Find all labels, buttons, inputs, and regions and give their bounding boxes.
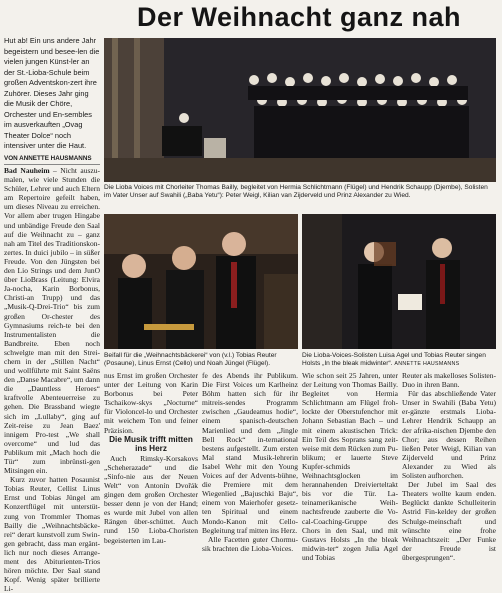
subhead: Die Musik trifft mitten ins Herz [109, 434, 193, 454]
col3-paragraph-1: fe des Abends ihr Publikum. Die First Voices um Karlheinz Böhm hatten sich für ihr mitreis-sendes Programm zwischen „Gaudeamus hodie“, einem spanisch-deutschen Marienlied und dem „Jingle Bell Rock“ in-ternational bestens aufgestellt. Zum ersten Mal stand Musik-lehrerin Isabel Wehr mit den Young Voices auf der Advents-bühne, die Premiere mit dem Wiegenlied „Bajuschki Baju“, einem von Maierhofer gesetz-ten Spiritual und einem Mondo-Kanon mit Cello-Begleitung traf mitten ins Herz. [202, 371, 298, 535]
soloists-photo-illustration [302, 214, 496, 349]
col2-paragraph-2: Auch Rimsky-Korsakovs „Scheherazade“ und die „Sinfo-nie aus der Neuen Welt“ von Antonín Dvořák gingen dem großen Orchester besser denn je von der Hand; es wurde mit Jubel von allen Rängen über-schüttet. Auch rund 150 Lioba-Choristen begeisterten im Lau- [104, 453, 198, 545]
headline: Der Weihnacht ganz nah [136, 2, 462, 32]
soloists-caption-text: Die Lioba-Voices-Solisten Luisa Agel und Tobias Reuter singen Holsts „In the bleak midwinter“. [302, 352, 486, 368]
intro-text: Hut ab! Ein uns andere Jahr begeistern und besee-len die vielen jungen Künst-ler an der St.-Lioba-Schule beim großen Adventskon-zert ihre Zuhörer. Dieses Jahr ging die Musik der Chöre, Orchester und En-sembles im ausverkauften „Ovag Theater Dolce“ noch intensiver unter die Haut. [4, 36, 100, 150]
col3-paragraph-2: Alle Facetten guter Chormu-sik brachten die Lioba-Voices. [202, 534, 298, 553]
soloists-photo [302, 214, 496, 349]
byline: VON ANNETTE HAUSMANNS [4, 155, 100, 165]
soloists-photo-caption [302, 352, 496, 369]
choir-photo [104, 38, 496, 182]
col2-paragraph-1: nus Ernst im großen Orchester unter der Leitung von Karin Borbonus bei Peter Tschaikow-skys „Nocturne“ für Violoncel-lo und Orchester mit weichem Ton und feiner Präzision. [104, 371, 198, 435]
trio-photo [104, 214, 298, 349]
article-column-1 [4, 166, 100, 593]
col1-paragraph-2: Kurz zuvor hatten Posaunist Tobias Reuter, Cellist Linus Ernst und Tobias Jüngel am Konzertflügel mit unterstüt-zung von Trommler Thomas Bailly die „Weihnachtsbäcke-rei“ derart kunstvoll zum Swin-gen gebracht, dass man ergänt-lich nur noch dieses Arrange-ment des Abiturienten-Trios hören möchte. Der Saal stand Kopf. Wenig später brillierte Li- [4, 475, 100, 593]
col5-paragraph-3: Der Jubel im Saal des Theaters wollte kaum enden. Beglückt dankte Schulleiterin Astrid Fin-keldey der großen Schulge-meinschaft und wünschte eine frohe Weihnachtszeit: „Der Funke der Freude ist übergesprungen“. [402, 480, 496, 562]
article-column-4 [302, 371, 398, 562]
choir-photo-illustration [104, 38, 496, 182]
article-column-2 [104, 371, 198, 545]
top-photo-caption: Die Lioba Voices mit Chorleiter Thomas Bailly, begleitet von Hermia Schlichtmann (Flügel) und Hendrik Schaupp (Djembe), Solisten im Vater Unser auf Swahili („Baba Yetu“): Peter Weigl, Kilian van Zijderveld und Prinz Alexander zu Wied. [104, 184, 488, 200]
col4-paragraph-1: Wie schon seit 25 Jahren, unter der Leitung von Thomas Bailly. Begleitet von Hermia Schlichtmann am Flügel froh-lockte der Oberstufenchor mit Johann Sebastian Bach – und mit einem akustischen Trick: Ein Teil des Soprans sang zeit-weise mit dem Rücken zum Pu-blikum; er lauerte Steve Kupfer-schmids Weihnachtsglocken im herannahenden Dreivierteltakt bis vor die Tür. La-teinamerikanische Weih-nachtsfreude zauberte die Vo-cal-Coaching-Gruppe des Chors in den Saal, und mit Gustavs Holsts „In the bleak midwin-ter“ zogen Julia Agel und Tobias [302, 371, 398, 562]
article-column-3 [202, 371, 298, 553]
col1-paragraph-1: – Nicht auszu-malen, wie viele Stunden die Schüler, Lehrer und auch Eltern am Repertoire gefeilt haben, um dieses Niveau zu erreichen. Vor allem aber trugen Hingabe und unbändige Freude den Saal auf die Weihnacht zu – ganz nah am Titel des Traditionskon-zertes. In duici jubilo – in süßer Freude. Von den Jüngsten bei den Lio Strings und dem JunO über LioBrass (Leitung: Elvira Ja-nocha, Karin Borbonus, Christi-an Trupp) und das „Musik-Q-Drei-Trio“ bis zum großen Or-chester des Gymnasiums reich-te bei den Instrumentalisten die Bandbreite. Eben noch schwelgte man mit den Strei-chern in der „Stillen Nacht“ und wollführte mit Saint Saëns den „Danse Macabre“, um dann die „Dauntless Heroes“ kraftvolle Abenteuerreise zu gehen. Die Brassband wiegte sich im „Lullaby“, ging auf Zeit-reise zu Jean Baez' innigem Pro-test „We shall overcome“ und lud das Publikum mit „Mach hoch die Tür“ zum inbrünsti-gen Mitsingen ein. [4, 166, 100, 476]
dateline: Bad Nauheim [4, 166, 50, 175]
photo-credit: ANNETTE HAUSMANNS [394, 361, 460, 368]
trio-photo-caption: Beifall für die „Weihnachtsbäckerei“ von (v.l.) Tobias Reuter (Posaune), Linus Ernst (Cello) und Noah Jüngel (Flügel). [104, 352, 277, 368]
col5-paragraph-2: Für das abschließende Vater Unser in Swahili (Baba Yetu) er-gänzte erstmals Lioba-Lehrer Hendrik Schaupp an der afrika-nischen Djembe den Chor; aus dessen Reihen ließen Peter Weigl, Kilian van Zijderveld und Prinz Alexander zu Wied als Solisten aufhorchen. [402, 389, 496, 481]
trio-photo-illustration [104, 214, 298, 349]
article-column-5 [402, 371, 496, 562]
col5-paragraph-1: Reuter als makelloses Solisten-Duo in ihren Bann. [402, 371, 496, 390]
